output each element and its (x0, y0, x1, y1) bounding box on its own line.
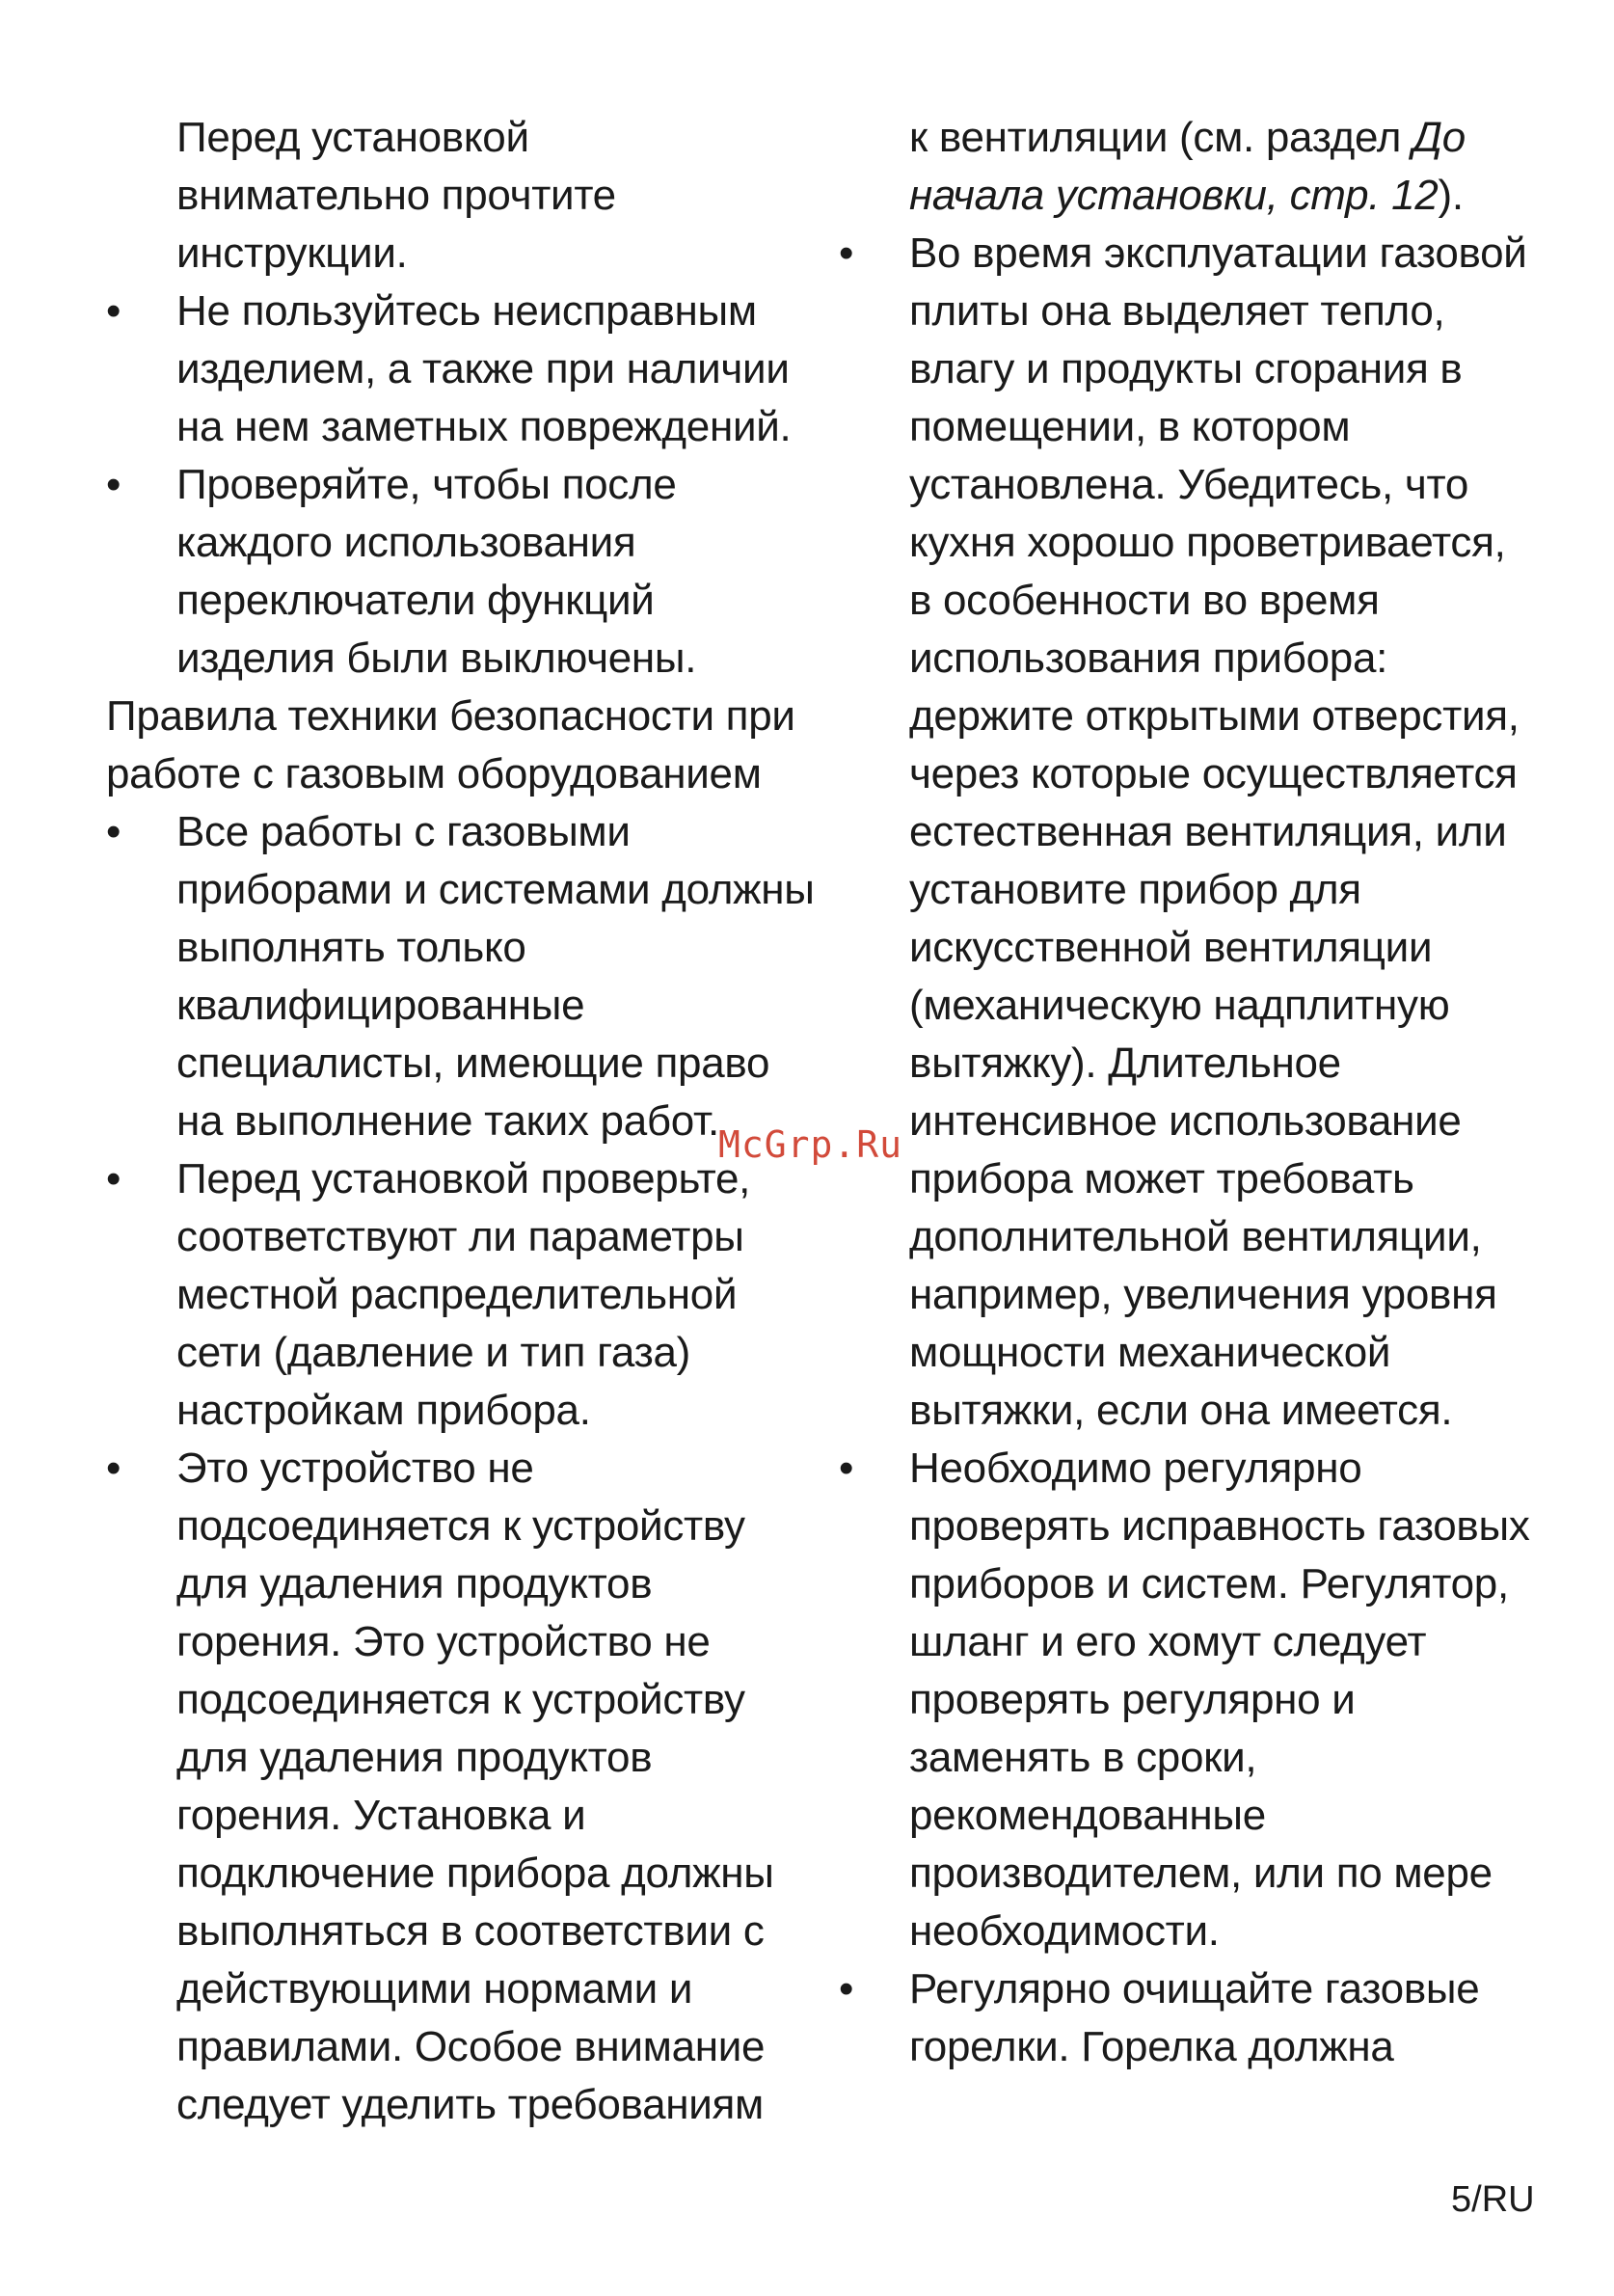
section-heading: Правила техники безопасности при работе с газовым оборудованием (106, 692, 795, 797)
list-item-text: Регулярно очищайте газовые горелки. Горелка должна (909, 1965, 1480, 2070)
left-column (106, 109, 820, 2134)
continuation-text: к вентиляции (см. раздел (909, 114, 1413, 161)
bullet-icon: • (106, 1445, 121, 1492)
list-item-text: Проверяйте, чтобы после каждого использования переключатели функций изделия были выключены. (176, 461, 697, 682)
bullet-icon: • (106, 1155, 121, 1202)
intro-line: внимательно прочтите (176, 172, 616, 219)
continuation-text: ). (1438, 172, 1464, 219)
intro-line: Перед установкой (176, 114, 529, 161)
right-column (839, 109, 1533, 2076)
bullet-icon: • (839, 1965, 854, 2012)
list-item-text: Это устройство не подсоединяется к устройству для удаления продуктов горения. Это устройство не подсоединяется к устройству для удаления продуктов горения. Установка и подключение прибора должны выполняться в соответствии с действующими нормами и правилами. Особое внимание следует уделить требованиям (176, 1445, 774, 2128)
bullet-icon: • (106, 461, 121, 508)
watermark: McGrp.Ru (718, 1123, 903, 1166)
list-item-text: Не пользуйтесь неисправным изделием, а также при наличии на нем заметных повреждений. (176, 287, 792, 450)
gas-safety-list (106, 803, 820, 2134)
list-item-text: Во время эксплуатации газовой плиты она выделяет тепло, влагу и продукты сгорания в помещении, в котором установлена. Убедитесь, что кухня хорошо проветривается, в особенности во время использования прибора: держите открытыми отверстия, через которые осуществляется естественная вентиляция, или установите прибор для искусственной вентиляции (механическую надплитную вытяжку). Длительное интенсивное использование прибора может требовать дополнительной вентиляции, например, увеличения уровня мощности механической вытяжки, если она имеется. (909, 230, 1527, 1434)
general-safety-list (106, 283, 820, 688)
bullet-icon: • (106, 287, 121, 335)
list-item (839, 1960, 1533, 2076)
page-number: 5/RU (1451, 2179, 1535, 2220)
intro-line: инструкции. (176, 230, 408, 277)
ventilation-list (839, 225, 1533, 2076)
list-item (106, 803, 820, 1150)
list-item (106, 1440, 820, 2134)
list-item (106, 456, 820, 688)
intro-paragraph (106, 109, 820, 283)
list-item (839, 1440, 1533, 1960)
list-item (106, 283, 820, 456)
continuation-paragraph (839, 109, 1533, 225)
bullet-icon: • (839, 1445, 854, 1492)
list-item-text: Необходимо регулярно проверять исправность газовых приборов и систем. Регулятор, шланг и его хомут следует проверять регулярно и заменять в сроки, рекомендованные производителем, или по мере необходимости. (909, 1445, 1530, 1955)
bullet-icon: • (106, 808, 121, 855)
list-item (106, 1150, 820, 1440)
bullet-icon: • (839, 230, 854, 277)
list-item-text: Все работы с газовыми приборами и системами должны выполнять только квалифицированные специалисты, имеющие право на выполнение таких работ. (176, 808, 815, 1145)
list-item (839, 225, 1533, 1440)
cross-reference: До начала установки, стр. 12 (909, 114, 1466, 219)
list-item-text: Перед установкой проверьте, соответствуют ли параметры местной распределительной сети (давление и тип газа) настройкам прибора. (176, 1155, 751, 1434)
